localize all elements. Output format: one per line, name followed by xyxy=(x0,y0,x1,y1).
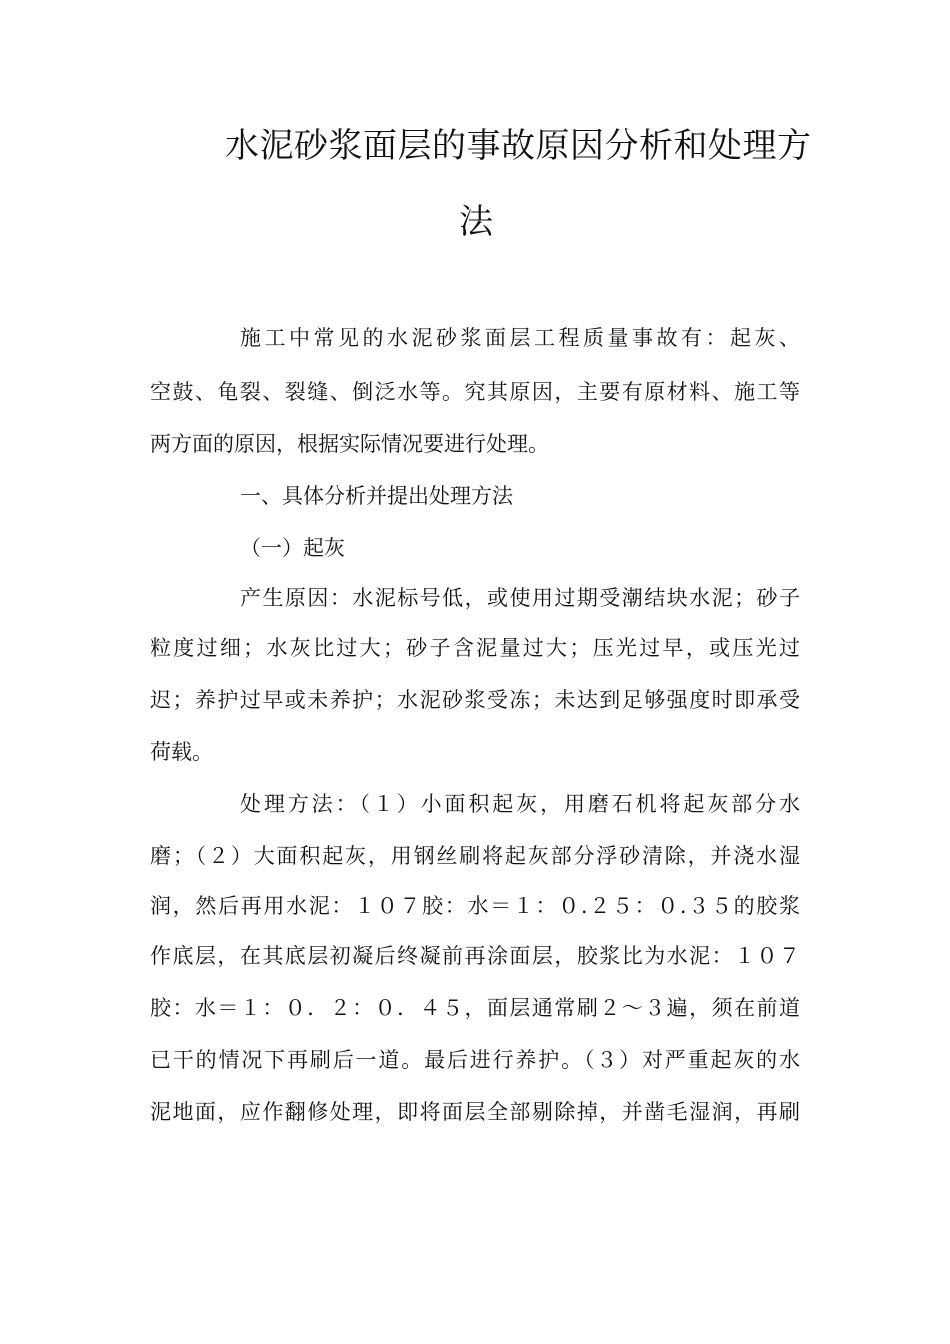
treatment-line-3: 润，然后再用水泥：１０７胶：水＝１：０.２５：０.３５的胶浆 xyxy=(150,894,800,918)
intro-line-3: 两方面的原因，根据实际情况要进行处理。 xyxy=(150,432,549,456)
cause-line-3: 迟；养护过早或未养护；水泥砂浆受冻；未达到足够强度时即承受 xyxy=(150,688,800,712)
cause-line-4: 荷载。 xyxy=(150,740,213,764)
treatment-line-2: 磨；（２）大面积起灰，用钢丝刷将起灰部分浮砂清除，并浇水湿 xyxy=(150,844,800,868)
cause-line-1: 产生原因：水泥标号低，或使用过期受潮结块水泥；砂子 xyxy=(240,586,800,610)
cause-line-2: 粒度过细；水灰比过大；砂子含泥量过大；压光过早，或压光过 xyxy=(150,636,800,660)
treatment-line-1: 处理方法：（１）小面积起灰，用磨石机将起灰部分水 xyxy=(240,792,800,816)
treatment-line-7: 泥地面，应作翻修处理，即将面层全部剔除掉，并凿毛湿润，再刷 xyxy=(150,1100,800,1124)
subsection-heading: （一）起灰 xyxy=(240,536,345,560)
document-title-line-1: 水泥砂浆面层的事故原因分析和处理方 xyxy=(225,126,812,166)
intro-line-2: 空鼓、龟裂、裂缝、倒泛水等。究其原因，主要有原材料、施工等 xyxy=(150,380,800,404)
document-title-line-2: 法 xyxy=(459,202,494,242)
treatment-line-6: 已干的情况下再刷后一道。最后进行养护。（３）对严重起灰的水 xyxy=(150,1048,800,1072)
treatment-line-4: 作底层，在其底层初凝后终凝前再涂面层，胶浆比为水泥：１０７ xyxy=(150,944,800,968)
treatment-line-5: 胶：水＝１：０．２：０．４５，面层通常刷２～３遍，须在前道 xyxy=(150,996,800,1020)
intro-line-1: 施工中常见的水泥砂浆面层工程质量事故有：起灰、 xyxy=(240,326,800,350)
section-heading: 一、具体分析并提出处理方法 xyxy=(240,484,513,508)
